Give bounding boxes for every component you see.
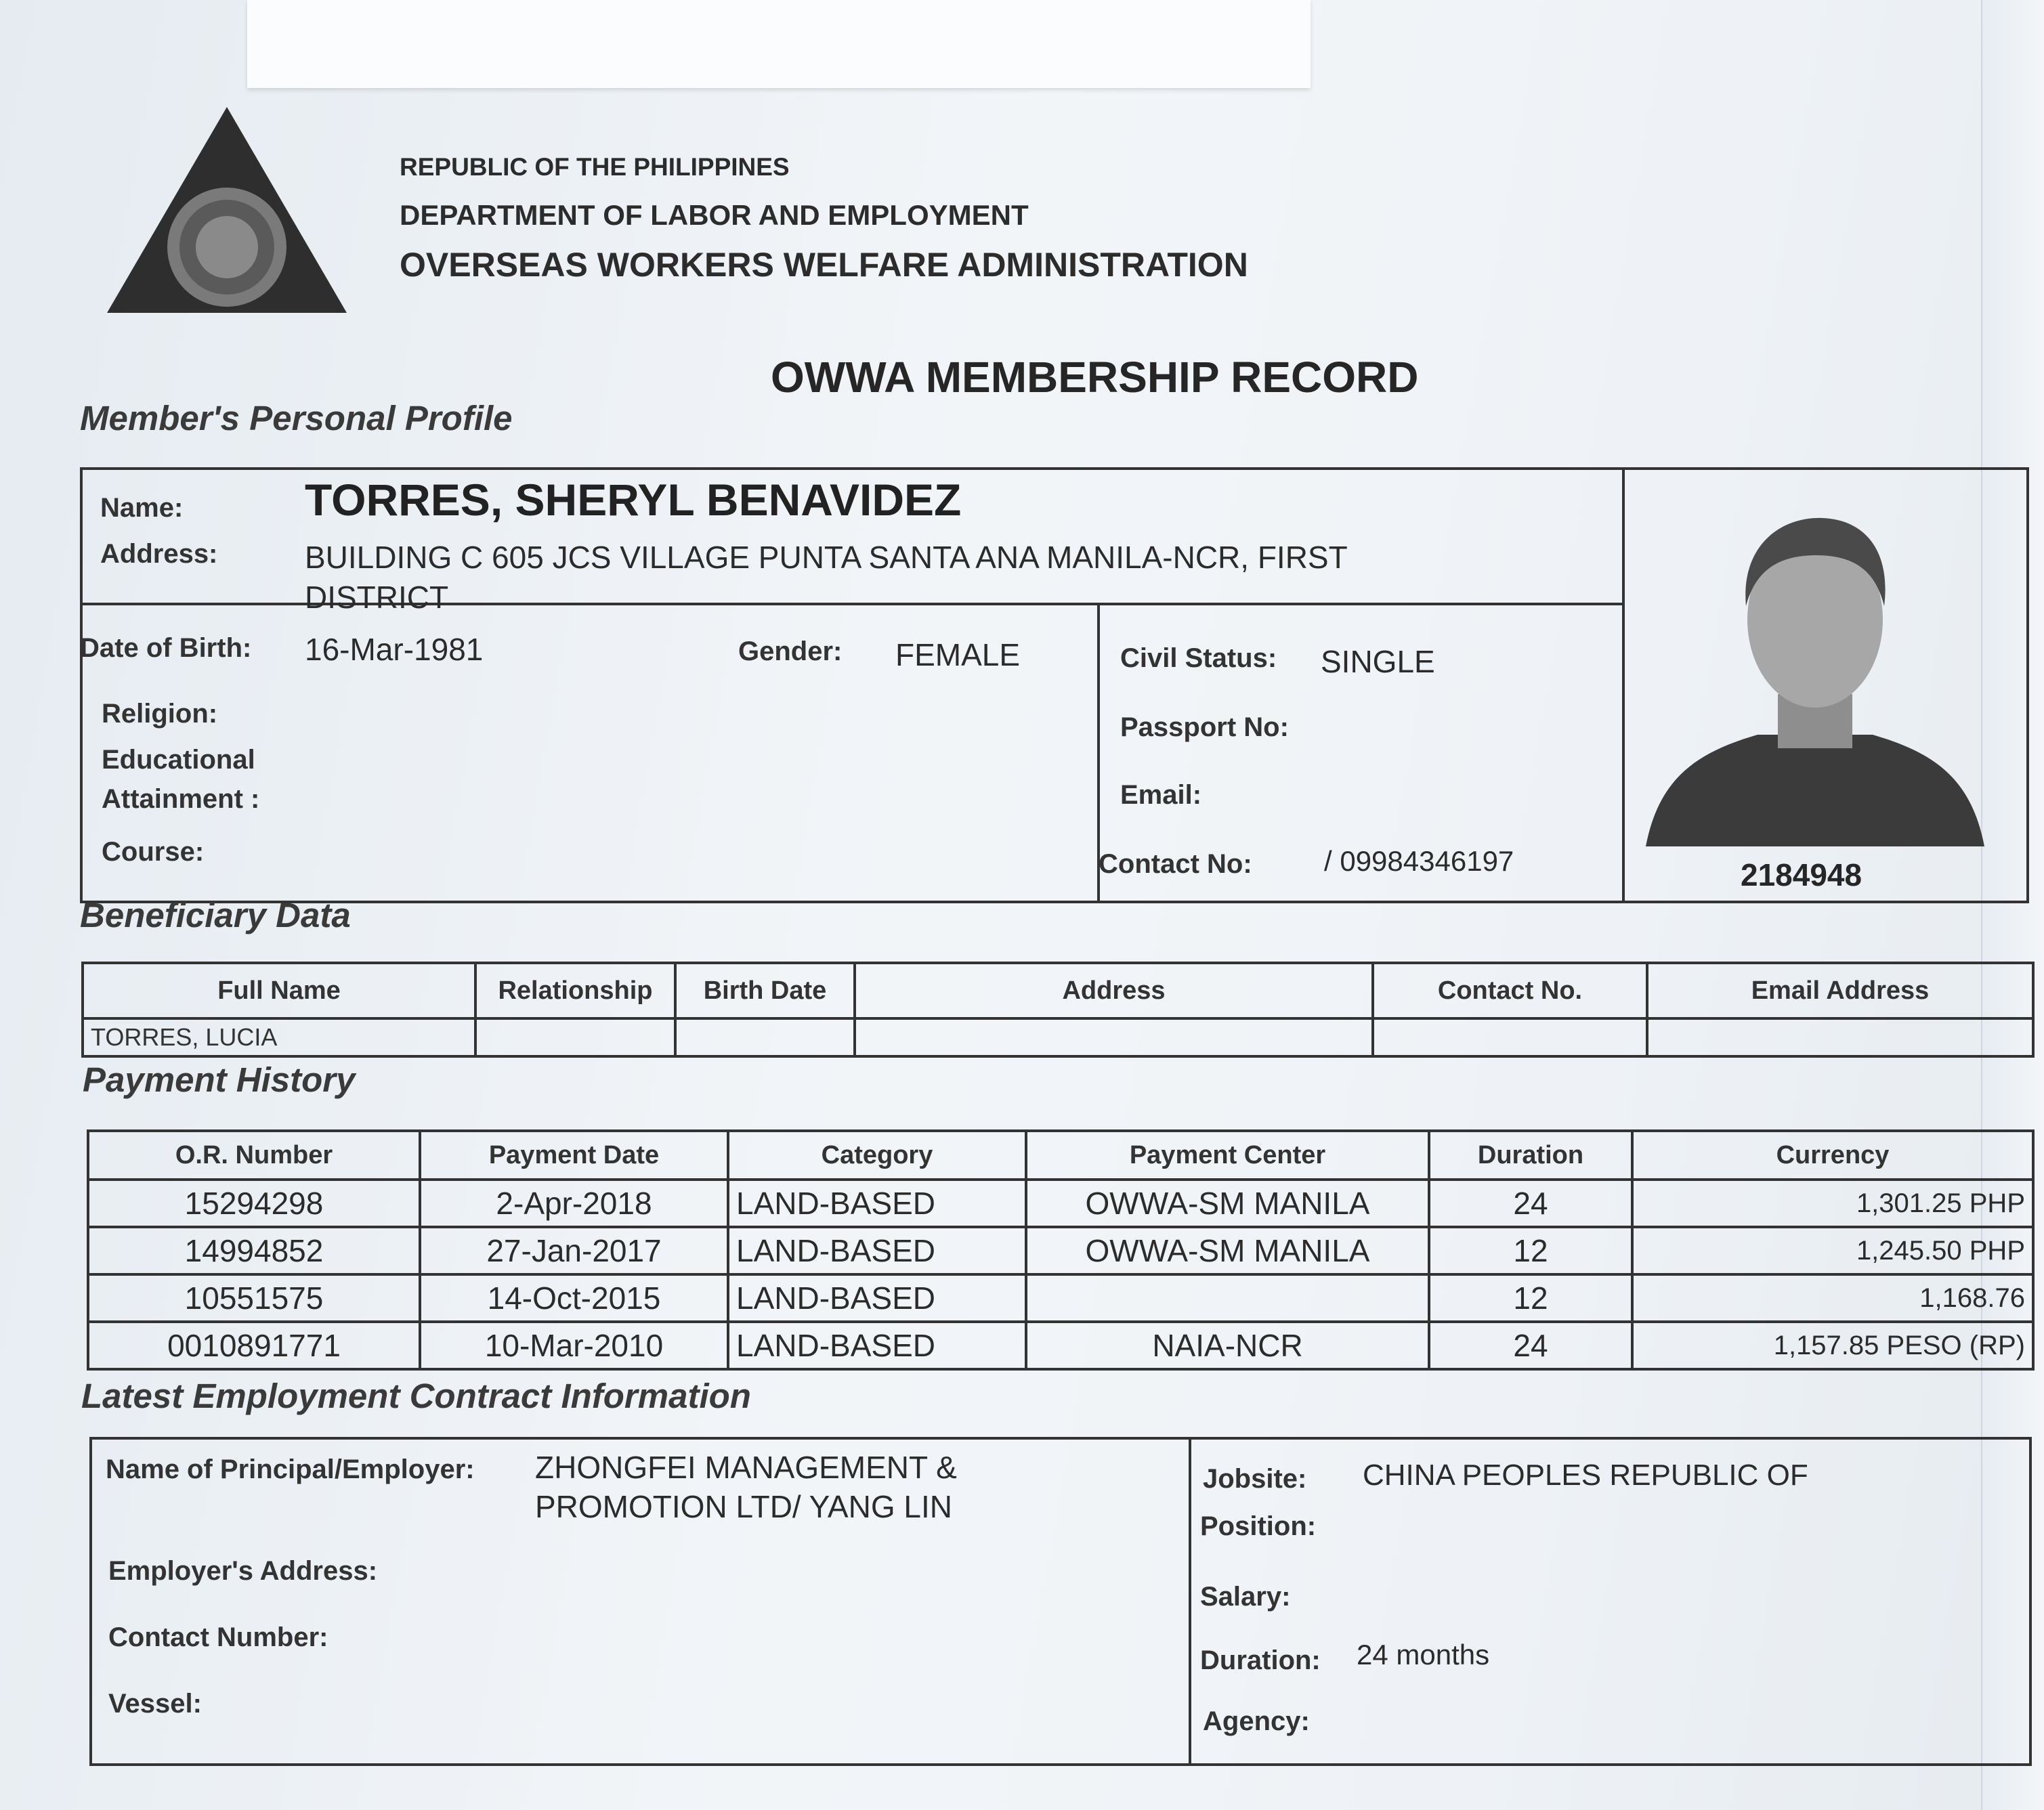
salary-label: Salary: [1200,1582,1291,1612]
column-header-relationship: Relationship [475,963,675,1018]
beneficiary-header-row [83,963,2033,1018]
civil-status-label: Civil Status: [1120,643,1277,673]
employer-address-label: Employer's Address: [108,1556,378,1586]
address-line-1: BUILDING C 605 JCS VILLAGE PUNTA SANTA ANA MANILA-NCR, FIRST [305,540,1348,575]
column-header-full-name: Full Name [83,963,475,1018]
or-number: 10551575 [88,1274,420,1322]
jobsite-label: Jobsite: [1203,1464,1307,1494]
contact-number-label: Contact Number: [108,1622,328,1652]
position-label: Position: [1200,1511,1317,1541]
column-header-address: Address [855,963,1373,1018]
religion-label: Religion: [102,699,218,729]
beneficiary-relationship [475,1018,675,1056]
currency-amount: 1,301.25 PHP [1632,1180,2033,1227]
employer-line-2: PROMOTION LTD/ YANG LIN [535,1489,952,1524]
beneficiary-table [81,962,2035,1058]
duration: 12 [1429,1227,1632,1274]
photo-divider [1622,467,1625,901]
employment-column-divider [1189,1437,1191,1766]
payment-center: OWWA-SM MANILA [1026,1180,1429,1227]
employer-label: Name of Principal/Employer: [106,1455,475,1484]
column-header-currency: Currency [1632,1131,2033,1180]
column-header-payment-center: Payment Center [1026,1131,1429,1180]
payment-date: 10-Mar-2010 [420,1322,728,1369]
address-line-2: DISTRICT [305,580,449,615]
course-label: Course: [102,837,205,867]
table-row [83,1018,2033,1056]
education-label-1: Educational [102,745,255,775]
payment-date: 2-Apr-2018 [420,1180,728,1227]
payment-center: OWWA-SM MANILA [1026,1227,1429,1274]
category: LAND-BASED [728,1227,1026,1274]
duration-label: Duration: [1200,1645,1321,1675]
member-name: TORRES, SHERYL BENAVIDEZ [305,475,962,525]
header-agency: OVERSEAS WORKERS WELFARE ADMINISTRATION [400,246,1248,284]
passport-label: Passport No: [1120,712,1289,742]
duration-value: 24 months [1357,1639,1490,1671]
vessel-label: Vessel: [108,1689,202,1719]
beneficiary-birth-date [675,1018,855,1056]
column-header-contact-no: Contact No. [1373,963,1647,1018]
table-row [88,1180,2033,1227]
duration: 24 [1429,1180,1632,1227]
employer-line-1: ZHONGFEI MANAGEMENT & [535,1450,957,1485]
duration: 24 [1429,1322,1632,1369]
column-header-or-number: O.R. Number [88,1131,420,1180]
category: LAND-BASED [728,1180,1026,1227]
duration: 12 [1429,1274,1632,1322]
or-number: 0010891771 [88,1322,420,1369]
beneficiary-full-name: TORRES, LUCIA [83,1018,475,1056]
payment-date: 14-Oct-2015 [420,1274,728,1322]
name-label: Name: [100,493,184,523]
dob-label: Date of Birth: [80,633,252,663]
payment-center: NAIA-NCR [1026,1322,1429,1369]
beneficiary-contact-no [1373,1018,1647,1056]
dob-value: 16-Mar-1981 [305,632,484,667]
currency-amount: 1,245.50 PHP [1632,1227,2033,1274]
jobsite-value: CHINA PEOPLES REPUBLIC OF [1363,1459,1808,1492]
payment-history-table [87,1129,2035,1371]
contact-label: Contact No: [1099,849,1252,879]
table-row [88,1227,2033,1274]
category: LAND-BASED [728,1274,1026,1322]
section-title-profile: Member's Personal Profile [80,399,513,437]
header-republic: REPUBLIC OF THE PHILIPPINES [400,153,790,181]
section-title-beneficiary: Beneficiary Data [80,896,351,934]
civil-status-value: SINGLE [1321,644,1435,679]
beneficiary-address [855,1018,1373,1056]
column-header-duration: Duration [1429,1131,1632,1180]
contact-value: / 09984346197 [1324,845,1514,877]
member-id: 2184948 [1741,857,1862,892]
or-number: 14994852 [88,1227,420,1274]
column-header-category: Category [728,1131,1026,1180]
category: LAND-BASED [728,1322,1026,1369]
owwa-triangle-seal-icon [102,102,352,318]
education-label-2: Attainment : [102,784,260,814]
payment-center [1026,1274,1429,1322]
email-label: Email: [1120,780,1202,810]
payment-date: 27-Jan-2017 [420,1227,728,1274]
table-row [88,1274,2033,1322]
agency-label: Agency: [1203,1706,1310,1736]
column-header-birth-date: Birth Date [675,963,855,1018]
beneficiary-email-address [1647,1018,2033,1056]
header-department: DEPARTMENT OF LABOR AND EMPLOYMENT [400,199,1029,231]
currency-amount: 1,157.85 PESO (RP) [1632,1322,2033,1369]
payment-header-row [88,1131,2033,1180]
section-title-employment: Latest Employment Contract Information [81,1377,751,1415]
currency-amount: 1,168.76 [1632,1274,2033,1322]
paper-stub [247,0,1311,88]
address-label: Address: [100,539,218,569]
member-photo-placeholder-icon [1639,491,1991,857]
column-header-email-address: Email Address [1647,963,2033,1018]
column-header-payment-date: Payment Date [420,1131,728,1180]
table-row [88,1322,2033,1369]
gender-label: Gender: [738,637,843,666]
page-title: OWWA MEMBERSHIP RECORD [771,353,1419,402]
gender-value: FEMALE [895,637,1021,672]
section-title-payment-history: Payment History [83,1060,356,1099]
or-number: 15294298 [88,1180,420,1227]
